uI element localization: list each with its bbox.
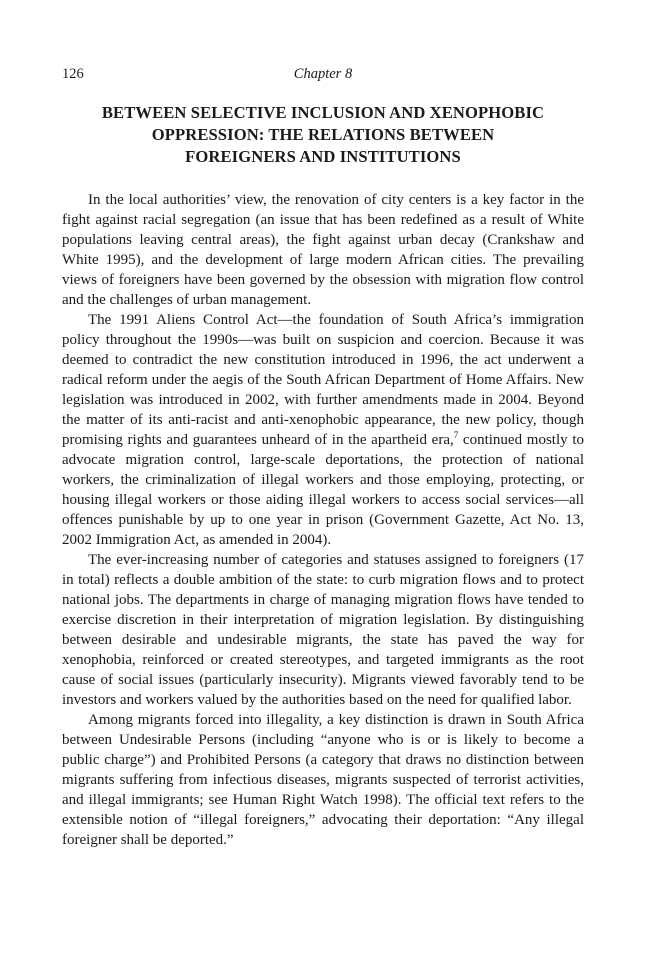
paragraph-2-part-2: continued mostly to advocate migration control, large-scale deportations, the protection of national workers, the criminalization of illegal workers and those employing, protecting, or housing illegal workers or those aiding illegal workers to access social services—all offences punishable by up to one year in prison (Government Gazette, Act No. 13, 2002 Immigration Act, as amended in 2004).	[62, 432, 584, 548]
chapter-label: Chapter 8	[293, 66, 353, 82]
paragraph-3: The ever-increasing number of categories and statuses assigned to foreigners (17 in total) reflects a double ambition of the state: to curb migration flows and to protect national jobs. The departments in charge of managing migration flows have tended to exercise discretion in their interpretation of migration legislation. By distinguishing between desirable and undesirable migrants, the state has paved the way for xenophobia, reinforced or created stereotypes, and targeted immigrants as the root cause of social issues (particularly insecurity). Migrants viewed favorably tend to be investors and workers valued by the authorities based on the need for qualified labor.	[62, 552, 584, 708]
section-heading-line-3: FOREIGNERS AND INSTITUTIONS	[185, 147, 461, 166]
page-number: 126	[62, 66, 84, 82]
running-head	[62, 66, 584, 88]
section-heading-line-2: OPPRESSION: THE RELATIONS BETWEEN	[151, 125, 495, 144]
paragraph-4: Among migrants forced into illegality, a key distinction is drawn in South Africa between Undesirable Persons (including “anyone who is or is likely to become a public charge”) and Prohibited Persons (a category that draws no distinction between migrants suffering from infectious diseases, migrants suspected of terrorist activities, and illegal immigrants; see Human Right Watch 1998). The official text refers to the extensible notion of “illegal foreigners,” advocating their deportation: “Any illegal foreigner shall be deported.”	[62, 712, 584, 848]
body-text	[62, 190, 584, 850]
paragraph-2	[62, 310, 584, 550]
section-heading-line-1: BETWEEN SELECTIVE INCLUSION AND XENOPHOBIC	[101, 103, 545, 122]
book-page	[62, 66, 584, 850]
paragraph-1: In the local authorities’ view, the renovation of city centers is a key factor in the fight against racial segregation (an issue that has been redefined as a result of White populations leaving central areas), the fight against urban decay (Crankshaw and White 1995), and the development of large modern African cities. The prevailing views of foreigners have been governed by the obsession with migration flow control and the challenges of urban management.	[62, 192, 584, 308]
paragraph-2-part-1: The 1991 Aliens Control Act—the foundation of South Africa’s immigration policy throughout the 1990s—was built on suspicion and coercion. Because it was deemed to contradict the new constitution introduced in 1996, the act underwent a radical reform under the aegis of the South African Department of Home Affairs. New legislation was introduced in 2002, with further amendments made in 2004. Beyond the matter of its anti-racist and anti-xenophobic appearance, the new policy, though promising rights and guarantees unheard of in the apartheid era,	[62, 312, 584, 448]
footnote-marker: 7	[453, 430, 459, 440]
section-heading	[62, 102, 584, 168]
